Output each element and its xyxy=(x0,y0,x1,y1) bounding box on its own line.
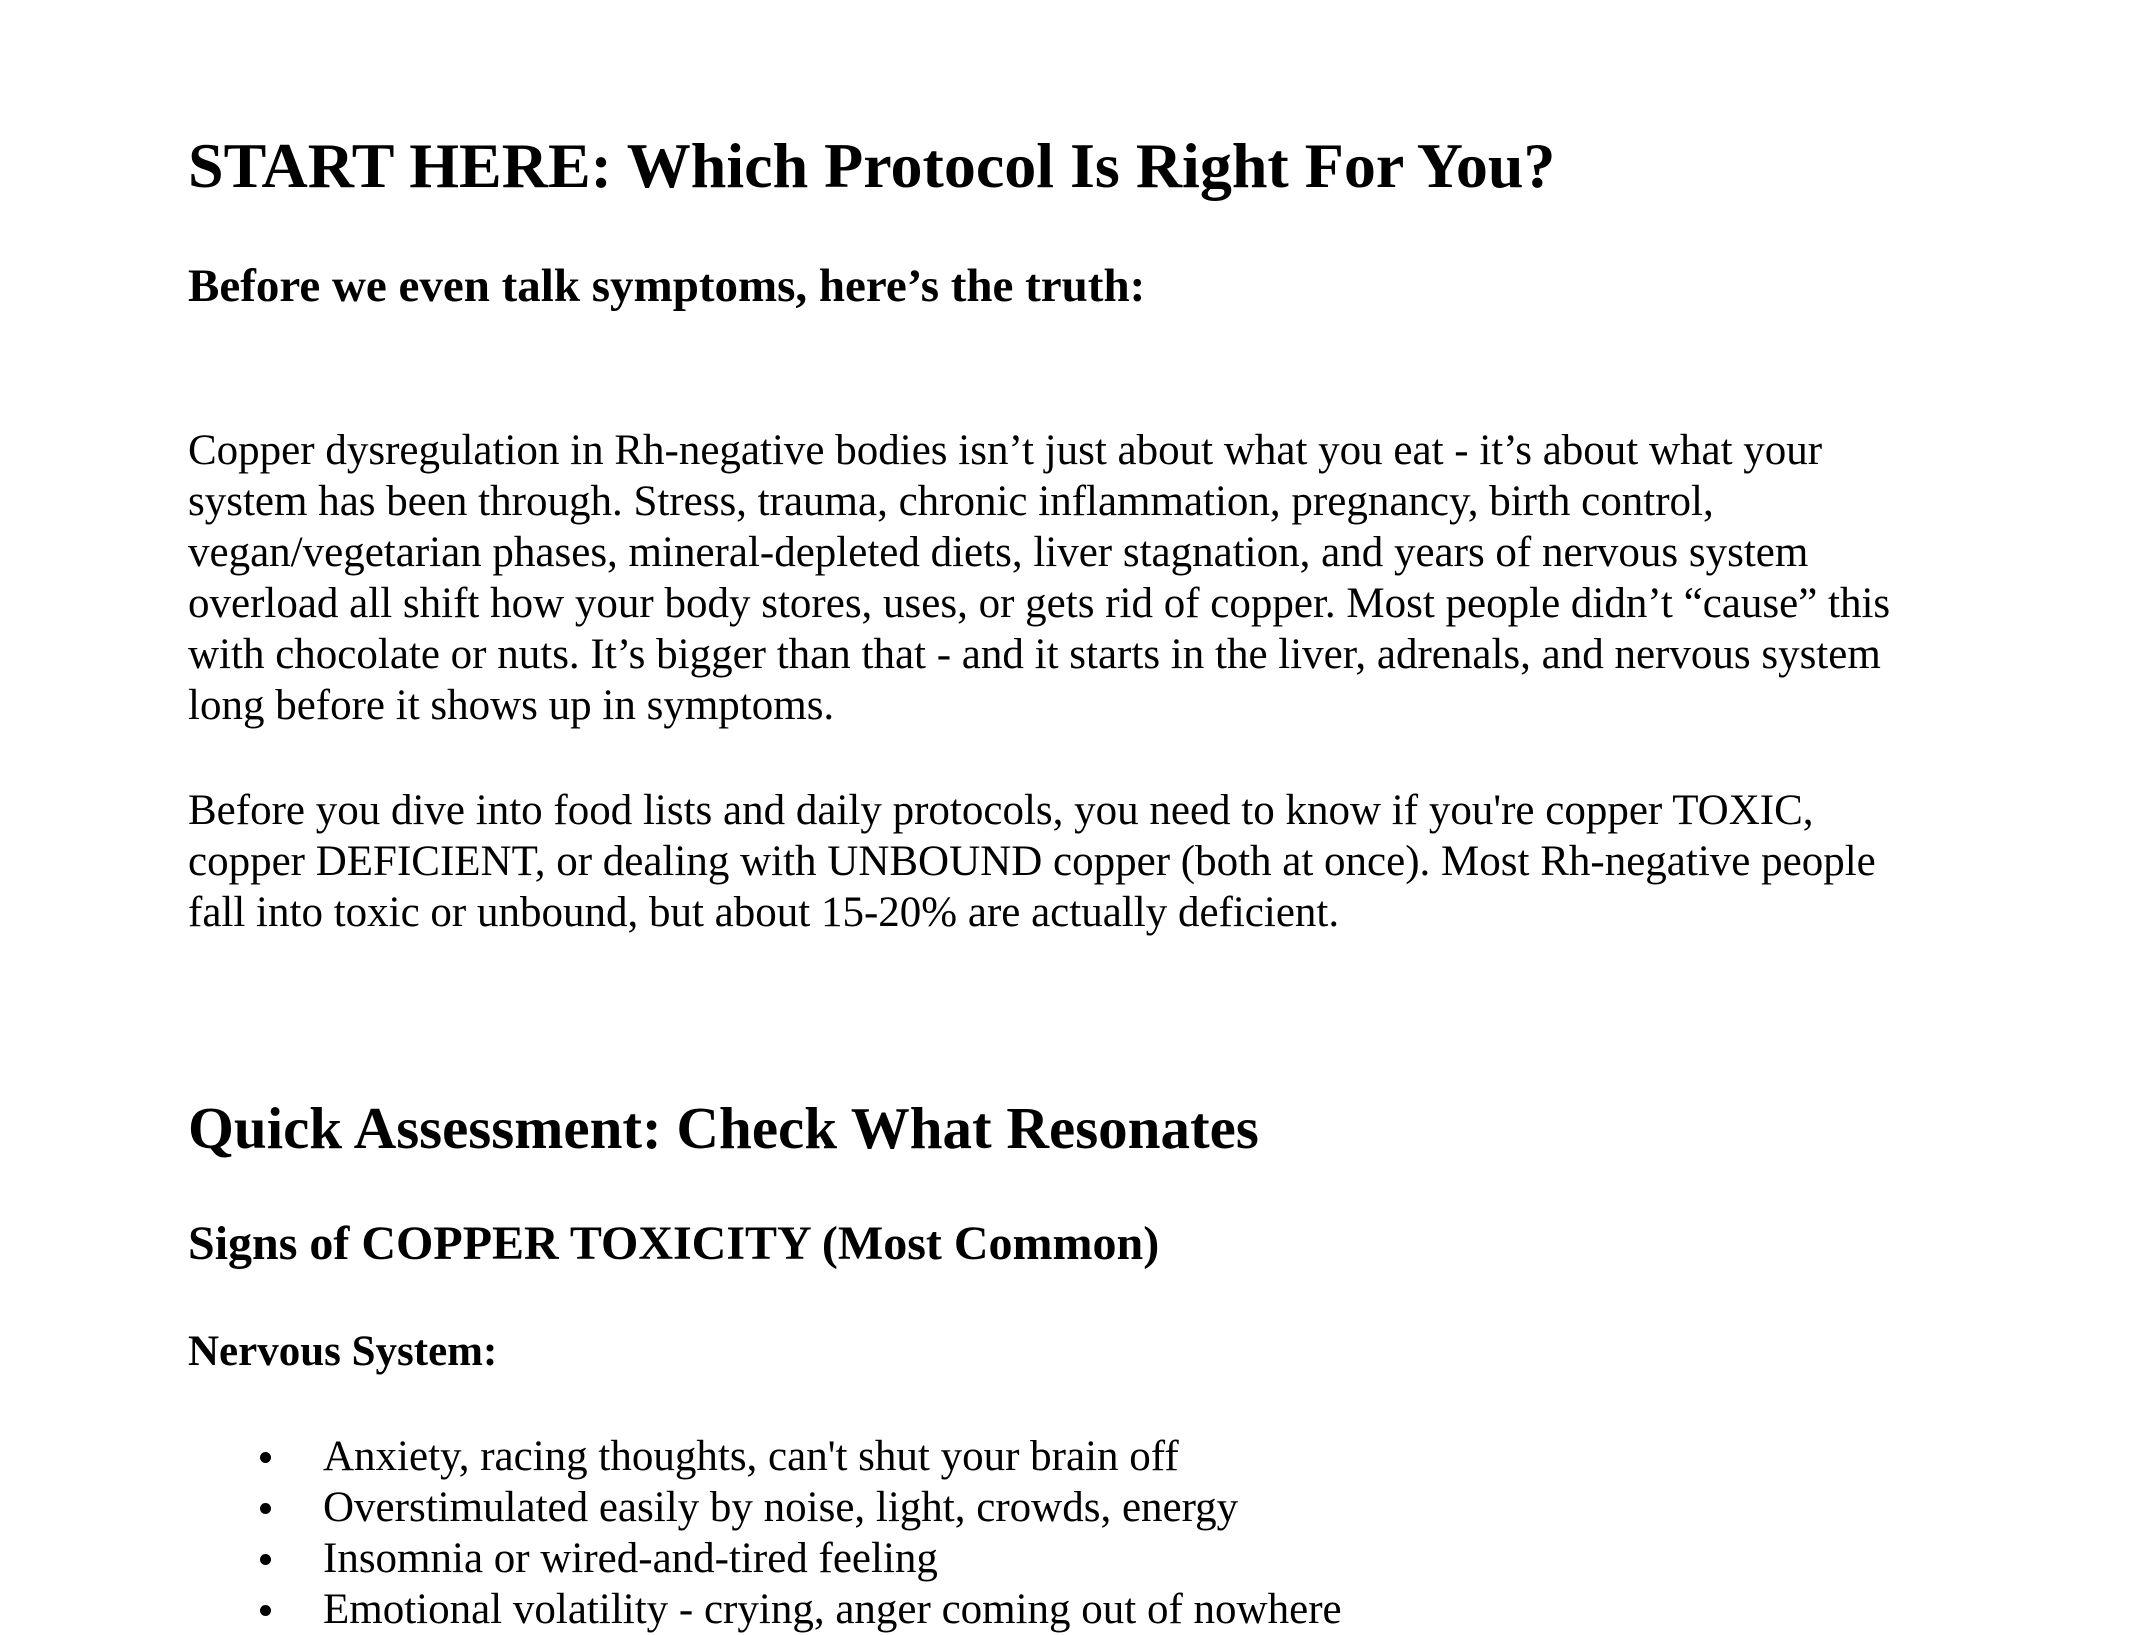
list-item-text: Insomnia or wired-and-tired feeling xyxy=(323,1535,938,1582)
bullet-icon xyxy=(260,1452,271,1463)
subsection-heading: Signs of COPPER TOXICITY (Most Common) xyxy=(188,1217,1160,1270)
list-item-text: Anxiety, racing thoughts, can't shut your brain off xyxy=(323,1433,1179,1480)
list-item xyxy=(188,1482,1342,1533)
list-item-text: Overstimulated easily by noise, light, crowds, energy xyxy=(323,1484,1239,1531)
intro-paragraph-1: Copper dysregulation in Rh-negative bodies isn’t just about what you eat - it’s about what your system has been through. Stress, trauma, chronic inflammation, pregnancy, birth control, vegan/vegetarian phases, mineral-depleted diets, liver stagnation, and years of nervous system overload all shift how your body stores, uses, or gets rid of copper. Most people didn’t “cause” this with chocolate or nuts. It’s bigger than that - and it starts in the liver, adrenals, and nervous system long before it shows up in symptoms. xyxy=(188,427,1891,729)
category-heading: Nervous System: xyxy=(188,1328,498,1375)
symptom-list xyxy=(188,1431,1342,1635)
page-title: START HERE: Which Protocol Is Right For You? xyxy=(188,130,1556,201)
section-heading: Quick Assessment: Check What Resonates xyxy=(188,1095,1259,1161)
bullet-icon xyxy=(260,1605,271,1616)
intro-subtitle: Before we even talk symptoms, here’s the truth: xyxy=(188,260,1146,312)
list-item xyxy=(188,1431,1342,1482)
list-item-text: Emotional volatility - crying, anger coming out of nowhere xyxy=(323,1586,1342,1633)
intro-paragraph-2: Before you dive into food lists and daily protocols, you need to know if you're copper TOXIC, copper DEFICIENT, or dealing with UNBOUND copper (both at once). Most Rh-negative people fall into toxic or unbound, but about 15-20% are actually deficient. xyxy=(188,787,1876,936)
bullet-icon xyxy=(260,1554,271,1565)
bullet-icon xyxy=(260,1503,271,1514)
list-item xyxy=(188,1584,1342,1635)
list-item xyxy=(188,1533,1342,1584)
